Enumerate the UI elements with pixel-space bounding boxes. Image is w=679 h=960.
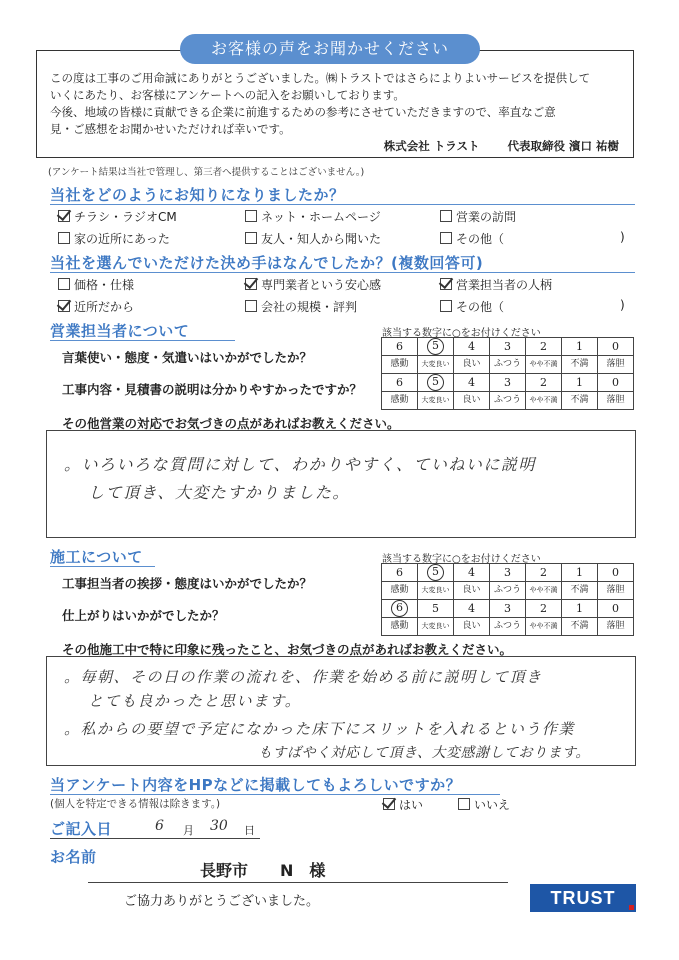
- q2-option[interactable]: 近所だから: [58, 298, 134, 315]
- rate-header: 該当する数字に○をお付けください: [382, 328, 541, 339]
- sales-question: 言葉使い・態度・気遣いはいかがでしたか？: [62, 350, 313, 365]
- rating-value: 4: [468, 602, 475, 615]
- construction-other-prompt: その他施工中で特に印象に残ったこと、お気づきの点があればお教えください。: [62, 642, 513, 657]
- rating-number[interactable]: [598, 374, 634, 392]
- rating-value: 6: [396, 566, 403, 579]
- month-unit: 月: [183, 824, 194, 837]
- date-day: 30: [210, 818, 228, 834]
- rating-value: 4: [468, 340, 475, 353]
- divider: [50, 566, 155, 567]
- rating-value: 4: [468, 376, 475, 389]
- rate-header: 該当する数字に○をお付けください: [382, 554, 541, 565]
- q1-option[interactable]: ネット・ホームページ: [245, 208, 381, 225]
- rating-label: やや不満: [526, 618, 562, 636]
- rating-label: 不満: [562, 618, 598, 636]
- company-name: 株式会社 トラスト: [383, 139, 480, 153]
- rating-number[interactable]: [490, 564, 526, 582]
- rating-label: 落胆: [598, 356, 634, 374]
- sales-comment-line: して頂き、大変たすかりました。: [88, 483, 350, 502]
- rating-number[interactable]: [490, 374, 526, 392]
- sales-comment-line: 。いろいろな質問に対して、わかりやすく、ていねいに説明: [64, 455, 536, 474]
- rating-number[interactable]: [382, 600, 418, 618]
- rating-label: ふつう: [490, 582, 526, 600]
- q2-option[interactable]: 価格・仕様: [58, 276, 134, 293]
- q2-title: 当社を選んでいただけた決め手はなんでしたか？(複数回答可): [50, 254, 484, 272]
- intro-line: いくにあたり、お客様にアンケートへの記入をお願いしております。: [50, 88, 405, 102]
- name-underline: [88, 882, 508, 883]
- construction-question: 工事担当者の挨拶・態度はいかがでしたか？: [62, 576, 313, 591]
- rating-value: 3: [504, 602, 511, 615]
- checkbox-checked[interactable]: [58, 210, 70, 222]
- rating-label: ふつう: [490, 356, 526, 374]
- rating-number[interactable]: [526, 374, 562, 392]
- q2-option[interactable]: 専門業者という安心感: [245, 276, 381, 293]
- rating-label: 落胆: [598, 582, 634, 600]
- construction-comment-line: とても良かったと思います。: [88, 692, 302, 710]
- rating-number[interactable]: [526, 338, 562, 356]
- rating-number[interactable]: [418, 564, 454, 582]
- publish-title: 当アンケート内容をHPなどに掲載してもよろしいですか？: [50, 776, 462, 794]
- checkbox[interactable]: [245, 210, 257, 222]
- rating-number[interactable]: [598, 600, 634, 618]
- intro-line: 見・ご感想をお聞かせいただければ幸いです。: [50, 122, 291, 136]
- rating-label: 感動: [382, 392, 418, 410]
- date-underline: [50, 838, 260, 839]
- rating-value: 0: [612, 566, 619, 579]
- rating-label: ふつう: [490, 618, 526, 636]
- divider: [50, 204, 635, 205]
- rating-label: 落胆: [598, 392, 634, 410]
- construction-question: 仕上がりはいかがでしたか？: [62, 608, 225, 623]
- date-month: 6: [155, 818, 164, 834]
- date-label: ご記入日: [50, 820, 113, 838]
- close-paren: ): [620, 230, 625, 244]
- checkbox-checked[interactable]: [383, 798, 395, 810]
- rating-number[interactable]: [562, 600, 598, 618]
- q1-option[interactable]: 友人・知人から聞いた: [245, 230, 381, 247]
- rating-selected: 5: [427, 338, 444, 355]
- rating-label: やや不満: [526, 582, 562, 600]
- rating-number[interactable]: [598, 338, 634, 356]
- checkbox-checked[interactable]: [58, 300, 70, 312]
- rating-label: 良い: [454, 356, 490, 374]
- rating-label: やや不満: [526, 392, 562, 410]
- rating-number[interactable]: [454, 600, 490, 618]
- divider: [50, 794, 500, 795]
- rating-table: [381, 563, 634, 636]
- rating-value: 1: [576, 376, 583, 389]
- checkbox[interactable]: [458, 798, 470, 810]
- privacy-note: (アンケート結果は当社で管理し、第三者へ提供することはございません。): [48, 167, 365, 178]
- rating-value: 3: [504, 566, 511, 579]
- publish-no[interactable]: いいえ: [458, 796, 510, 813]
- rating-number[interactable]: [418, 338, 454, 356]
- rating-number[interactable]: [526, 564, 562, 582]
- checkbox-checked[interactable]: [245, 278, 257, 290]
- checkbox[interactable]: [58, 232, 70, 244]
- rating-value: 0: [612, 602, 619, 615]
- rating-label: やや不満: [526, 356, 562, 374]
- trust-logo: TRUST: [530, 884, 636, 912]
- close-paren: ): [620, 298, 625, 312]
- name-label: お名前: [50, 848, 97, 866]
- publish-note: (個人を特定できる情報は除きます。): [50, 798, 221, 810]
- checkbox[interactable]: [440, 210, 452, 222]
- rating-number[interactable]: [562, 374, 598, 392]
- rating-label: 感動: [382, 582, 418, 600]
- publish-yes[interactable]: はい: [383, 796, 423, 813]
- q2-option[interactable]: 営業担当者の人柄: [440, 276, 552, 293]
- rating-value: 6: [396, 340, 403, 353]
- construction-comment-line: 。私からの要望で予定になかった床下にスリットを入れるという作業: [64, 720, 575, 738]
- construction-title: 施工について: [50, 548, 143, 566]
- rating-number[interactable]: [382, 564, 418, 582]
- construction-comment-line: もすばやく対応して頂き、大変感謝しております。: [258, 745, 590, 761]
- rating-value: 3: [504, 340, 511, 353]
- sales-other-prompt: その他営業の対応でお気づきの点があればお教えください。: [62, 416, 400, 431]
- rating-label: 良い: [454, 392, 490, 410]
- customer-name: 長野市 N 様: [200, 861, 326, 880]
- rating-number[interactable]: [562, 338, 598, 356]
- logo-accent: [629, 905, 634, 910]
- rating-selected: 5: [427, 564, 444, 581]
- rating-label: 不満: [562, 582, 598, 600]
- intro-line: 今後、地域の皆様に貢献できる企業に前進するための参考にさせていただきますので、率直なご意: [50, 105, 556, 119]
- rating-value: 1: [576, 340, 583, 353]
- sales-title: 営業担当者について: [50, 322, 190, 340]
- rating-label: 不満: [562, 356, 598, 374]
- rating-label: 感動: [382, 356, 418, 374]
- sales-question: 工事内容・見積書の説明は分かりやすかったですか？: [62, 382, 363, 397]
- rating-value: 6: [396, 376, 403, 389]
- divider: [50, 340, 235, 341]
- rating-label: 大変良い: [418, 618, 454, 636]
- rating-number[interactable]: [526, 600, 562, 618]
- rating-label: 良い: [454, 582, 490, 600]
- rating-number[interactable]: [382, 374, 418, 392]
- q1-title: 当社をどのようにお知りになりましたか？: [50, 186, 345, 204]
- rating-value: 2: [540, 566, 547, 579]
- rating-number[interactable]: [418, 374, 454, 392]
- rating-value: 0: [612, 376, 619, 389]
- rating-value: 2: [540, 340, 547, 353]
- q2-option[interactable]: その他（: [440, 298, 504, 315]
- checkbox[interactable]: [440, 300, 452, 312]
- rating-value: 4: [468, 566, 475, 579]
- rating-number[interactable]: [562, 564, 598, 582]
- rating-value: 2: [540, 602, 547, 615]
- rating-selected: 5: [427, 374, 444, 391]
- rating-value: 2: [540, 376, 547, 389]
- rating-number[interactable]: [490, 338, 526, 356]
- rating-number[interactable]: [598, 564, 634, 582]
- rating-number[interactable]: [418, 600, 454, 618]
- rating-label: 大変良い: [418, 582, 454, 600]
- q1-option[interactable]: その他（: [440, 230, 504, 247]
- rating-value: 0: [612, 340, 619, 353]
- day-unit: 日: [244, 824, 255, 837]
- checkbox[interactable]: [58, 278, 70, 290]
- checkbox[interactable]: [245, 232, 257, 244]
- rating-number[interactable]: [454, 338, 490, 356]
- rating-value: 3: [504, 376, 511, 389]
- rating-table: [381, 337, 634, 410]
- checkbox[interactable]: [440, 232, 452, 244]
- rating-value: 1: [576, 602, 583, 615]
- ceo-name: 代表取締役 濱口 祐樹: [507, 139, 619, 153]
- rating-label: ふつう: [490, 392, 526, 410]
- rating-value: 1: [576, 566, 583, 579]
- rating-number[interactable]: [454, 564, 490, 582]
- intro-text: [50, 70, 620, 138]
- page-title: お客様の声をお聞かせください: [180, 34, 480, 64]
- rating-label: 感動: [382, 618, 418, 636]
- checkbox[interactable]: [245, 300, 257, 312]
- rating-value: 5: [432, 602, 439, 615]
- rating-number[interactable]: [382, 338, 418, 356]
- rating-label: 大変良い: [418, 356, 454, 374]
- q1-option[interactable]: 営業の訪問: [440, 208, 516, 225]
- divider: [50, 272, 635, 273]
- q1-option[interactable]: 家の近所にあった: [58, 230, 170, 247]
- thanks-text: ご協力ありがとうございました。: [124, 894, 320, 909]
- rating-label: 大変良い: [418, 392, 454, 410]
- rating-number[interactable]: [490, 600, 526, 618]
- checkbox-checked[interactable]: [440, 278, 452, 290]
- rating-selected: 6: [391, 600, 408, 617]
- rating-label: 落胆: [598, 618, 634, 636]
- q1-option[interactable]: チラシ・ラジオCM: [58, 208, 177, 225]
- construction-comment-line: 。毎朝、その日の作業の流れを、作業を始める前に説明して頂き: [64, 668, 543, 686]
- intro-line: この度は工事のご用命誠にありがとうございました。㈱トラストではさらによりよいサービスを提供して: [50, 71, 591, 85]
- q2-option[interactable]: 会社の規模・評判: [245, 298, 357, 315]
- rating-label: 不満: [562, 392, 598, 410]
- rating-number[interactable]: [454, 374, 490, 392]
- rating-label: 良い: [454, 618, 490, 636]
- signature: [384, 138, 619, 154]
